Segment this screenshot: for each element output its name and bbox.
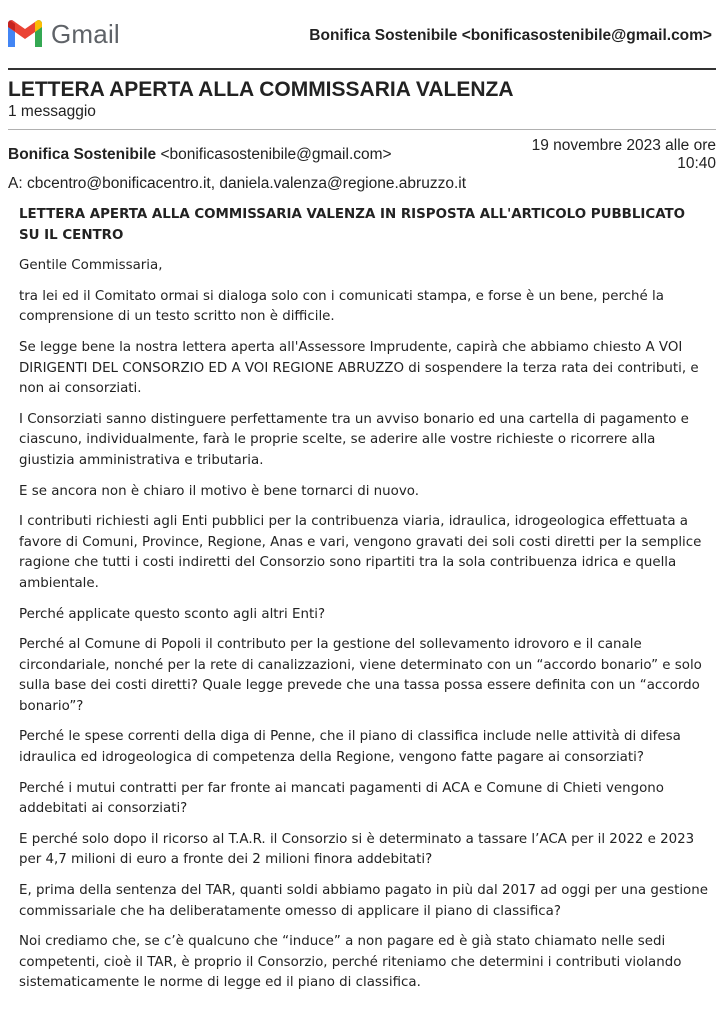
subject-divider	[8, 129, 716, 130]
sender-name: Bonifica Sostenibile	[8, 146, 157, 163]
message-count: 1 messaggio	[8, 103, 96, 120]
account-name: Bonifica Sostenibile <bonificasostenibile@gmail.com>	[309, 27, 712, 44]
gmail-m-logo-icon	[6, 18, 44, 48]
message-body	[19, 205, 709, 1004]
header-divider	[8, 68, 716, 70]
message-date	[476, 137, 716, 173]
body-paragraph: E, prima della sentenza del TAR, quanti soldi abbiamo pagato in più dal 2017 ad oggi per una gestione commissariale che ha deliberatamente omesso di applicare il piano di classifica?	[19, 883, 708, 919]
thread-subject: LETTERA APERTA ALLA COMMISSARIA VALENZA	[8, 78, 514, 101]
message-date-line-2: 10:40	[677, 155, 716, 172]
recipients-label: A:	[8, 175, 23, 192]
message-date-line-1: 19 novembre 2023 alle ore	[531, 137, 716, 154]
sender-email: <bonificasostenibile@gmail.com>	[160, 146, 392, 163]
body-paragraph: Perché i mutui contratti per far fronte ai mancati pagamenti di ACA e Comune di Chieti vengono addebitati ai consorziati?	[19, 780, 664, 817]
body-paragraph: tra lei ed il Comitato ormai si dialoga solo con i comunicati stampa, e forse è un bene, perché la comprensione di un testo scritto non è difficile.	[19, 288, 664, 325]
body-paragraph: I contributi richiesti agli Enti pubblici per la contribuenza viaria, idraulica, idrogeologica effettuata a favore di Comuni, Province, Regione, Anas e vari, vengono gravati dei soli costi diretti per la semplice ragione che tutti i costi indiretti del Consorzio sono ripartiti tra la sola contribuenza idrica e quella ambientale.	[19, 514, 702, 591]
body-paragraph: I Consorziati sanno distinguere perfettamente tra un avviso bonario ed una cartella di pagamento e ciascuno, individualmente, farà le proprie scelte, se aderire alle vostre richieste o ricorrere alla giustizia amministrativa e tributaria.	[19, 411, 689, 468]
body-paragraph: Perché le spese correnti della diga di Penne, che il piano di classifica include nelle attività di difesa idraulica ed idrogeologica di competenza della Regione, vengono fatte pagare ai consorziati?	[19, 729, 681, 766]
message-sender	[8, 146, 392, 164]
body-paragraph: E se ancora non è chiaro il motivo è bene tornarci di nuovo.	[19, 483, 419, 499]
message-recipients	[8, 175, 466, 193]
recipients-list: cbcentro@bonificacentro.it, daniela.valenza@regione.abruzzo.it	[26, 175, 466, 192]
letter-title: LETTERA APERTA ALLA COMMISSARIA VALENZA IN RISPOSTA ALL'ARTICOLO PUBBLICATO SU IL CENTRO	[19, 207, 686, 243]
body-paragraph: E perché solo dopo il ricorso al T.A.R. il Consorzio si è determinato a tassare l’ACA per il 2022 e 2023 per 4,7 milioni di euro a fronte dei 2 milioni finora addebitati?	[19, 831, 695, 868]
body-paragraph: Perché applicate questo sconto agli altri Enti?	[19, 606, 326, 622]
body-paragraph: Se legge bene la nostra lettera aperta all'Assessore Imprudente, capirà che abbiamo chiesto A VOI DIRIGENTI DEL CONSORZIO ED A VOI REGIONE ABRUZZO di sospendere la terza rata dei contributi, e non ai consorziati.	[19, 339, 699, 397]
print-header	[0, 0, 724, 68]
gmail-wordmark: Gmail	[51, 19, 120, 49]
body-paragraph: Perché al Comune di Popoli il contributo per la gestione del sollevamento idrovoro e il canale circondariale, nonché per la rete di canalizzazioni, viene determinato con un “accordo bonario” e solo sulla base dei costi diretti? Quale legge prevede che una tassa possa essere definita con un “accordo bonario”?	[19, 637, 702, 714]
body-paragraph: Noi crediamo che, se c’è qualcuno che “induce” a non pagare ed è già stato chiamato nelle sedi competenti, cioè il TAR, è proprio il Consorzio, perché riteniamo che determini i contributi violando sistematicamente le norme di legge ed il piano di classifica.	[19, 934, 682, 991]
body-paragraph: Gentile Commissaria,	[19, 258, 163, 274]
